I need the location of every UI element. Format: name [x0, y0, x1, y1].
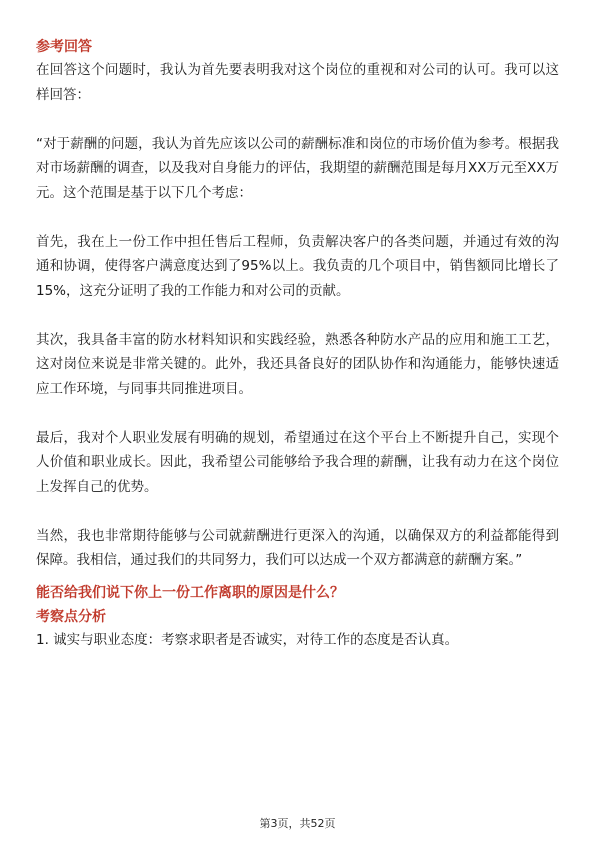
- analysis-item: 1. 诚实与职业态度：考察求职者是否诚实，对待工作的态度是否认真。: [36, 631, 459, 648]
- first-reason-paragraph: 首先，我在上一份工作中担任售后工程师，负责解决客户的各类问题，并通过有效的沟通和协调，使得客户满意度达到了95%以上。我负责的几个项目中，销售额同比增长了15%，这充分证明了我的工作能力和对公司的贡献。: [36, 233, 559, 299]
- second-reason-paragraph: 其次，我具备丰富的防水材料知识和实践经验，熟悉各种防水产品的应用和施工工艺，这对岗位来说是非常关键的。此外，我还具备良好的团队协作和沟通能力，能够快速适应工作环境，与同事共同推进项目。: [36, 331, 559, 397]
- paragraph-spacer: [36, 107, 559, 132]
- paragraph-spacer: [36, 205, 559, 230]
- intro-paragraph: 在回答这个问题时，我认为首先要表明我对这个岗位的重视和对公司的认可。我可以这样回答：: [36, 62, 559, 103]
- third-reason-paragraph: 最后，我对个人职业发展有明确的规划，希望通过在这个平台上不断提升自己，实现个人价值和职业成长。因此，我希望公司能够给予我合理的薪酬，让我有动力在这个岗位上发挥自己的优势。: [36, 429, 559, 495]
- analysis-subheading: 考察点分析: [36, 608, 106, 625]
- next-question-title: 能否给我们说下你上一份工作离职的原因是什么？: [36, 584, 344, 601]
- salary-answer-paragraph: “对于薪酬的问题，我认为首先应该以公司的薪酬标准和岗位的市场价值为参考。根据我对市场薪酬的调查，以及我对自身能力的评估，我期望的薪酬范围是每月XX万元至XX万元。这个范围是基于以下几个考虑：: [36, 135, 559, 201]
- page-footer: 第3页，共52页: [259, 817, 336, 830]
- page-content: [36, 36, 559, 652]
- closing-paragraph: 当然，我也非常期待能够与公司就薪酬进行更深入的沟通，以确保双方的利益都能得到保障。我相信，通过我们的共同努力，我们可以达成一个双方都满意的薪酬方案。”: [36, 527, 559, 568]
- paragraph-spacer: [36, 303, 559, 328]
- paragraph-spacer: [36, 499, 559, 524]
- reference-answer-heading: 参考回答: [36, 39, 92, 55]
- paragraph-spacer: [36, 401, 559, 426]
